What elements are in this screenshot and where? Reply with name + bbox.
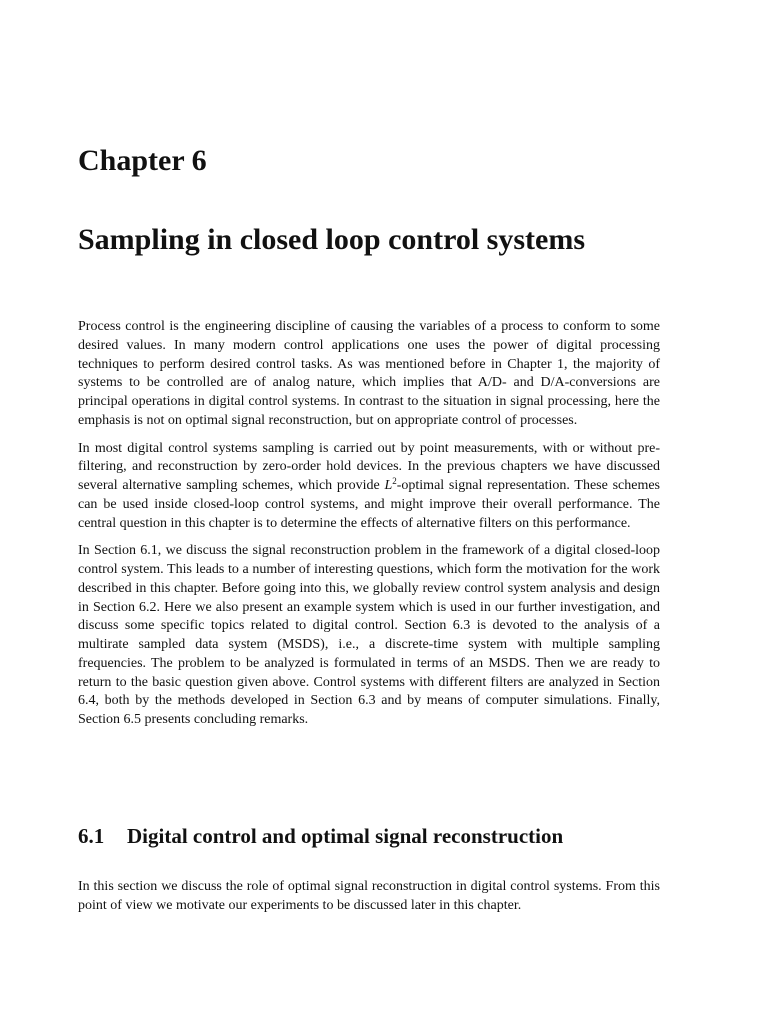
section-paragraph-1: In this section we discuss the role of optimal signal reconstruction in digital control systems. From this point of view we motivate our experiments to be discussed later in this chapter. (78, 879, 660, 913)
section-title: Digital control and optimal signal reconstruction (127, 824, 564, 848)
section-heading (78, 822, 563, 850)
paragraph-text: In most digital control systems sampling is carried out by point measurements, with or without pre-filtering, and reconstruction by zero-order hold devices. In the previous chapters we have discussed several alternative sampling schemes, which provide (78, 440, 660, 493)
paragraph-text: -optimal signal representation. These schemes can be used inside closed-loop control systems, and might improve their overall performance. The central question in this chapter is to determine the effects of alternative filters on this performance. (78, 478, 660, 531)
section-body (78, 878, 660, 925)
math-symbol-l: L (384, 478, 393, 493)
chapter-introduction (78, 318, 660, 739)
chapter-label: Chapter 6 (78, 144, 207, 177)
section-number: 6.1 (78, 824, 105, 848)
intro-paragraph-1: Process control is the engineering discipline of causing the variables of a process to conform to some desired values. In many modern control applications one uses the power of digital processing techniques to perform desired control tasks. As was mentioned before in Chapter 1, the majority of systems to be controlled are of analog nature, which implies that A/D- and D/A-conversions are principal operations in digital control systems. In contrast to the situation in signal processing, here the emphasis is not on optimal signal reconstruction, but on appropriate control of processes. (78, 319, 660, 428)
math-superscript: 2 (392, 476, 397, 486)
intro-paragraph-2 (78, 440, 660, 534)
intro-paragraph-3: In Section 6.1, we discuss the signal reconstruction problem in the framework of a digital closed-loop control system. This leads to a number of interesting questions, which form the motivation for the work described in this chapter. Before going into this, we globally review control system analysis and design in Section 6.2. Here we also present an example system which is used in our further investigation, and discuss some specific topics related to digital control. Section 6.3 is devoted to the analysis of a multirate sampled data system (MSDS), i.e., a discrete-time system with multiple sampling frequencies. The problem to be analyzed is formulated in terms of an MSDS. Then we are ready to return to the basic question given above. Control systems with different filters are analyzed in Section 6.4, both by the methods developed in Section 6.3 and by means of computer simulations. Finally, Section 6.5 presents concluding remarks. (78, 543, 660, 727)
chapter-title: Sampling in closed loop control systems (78, 223, 585, 256)
